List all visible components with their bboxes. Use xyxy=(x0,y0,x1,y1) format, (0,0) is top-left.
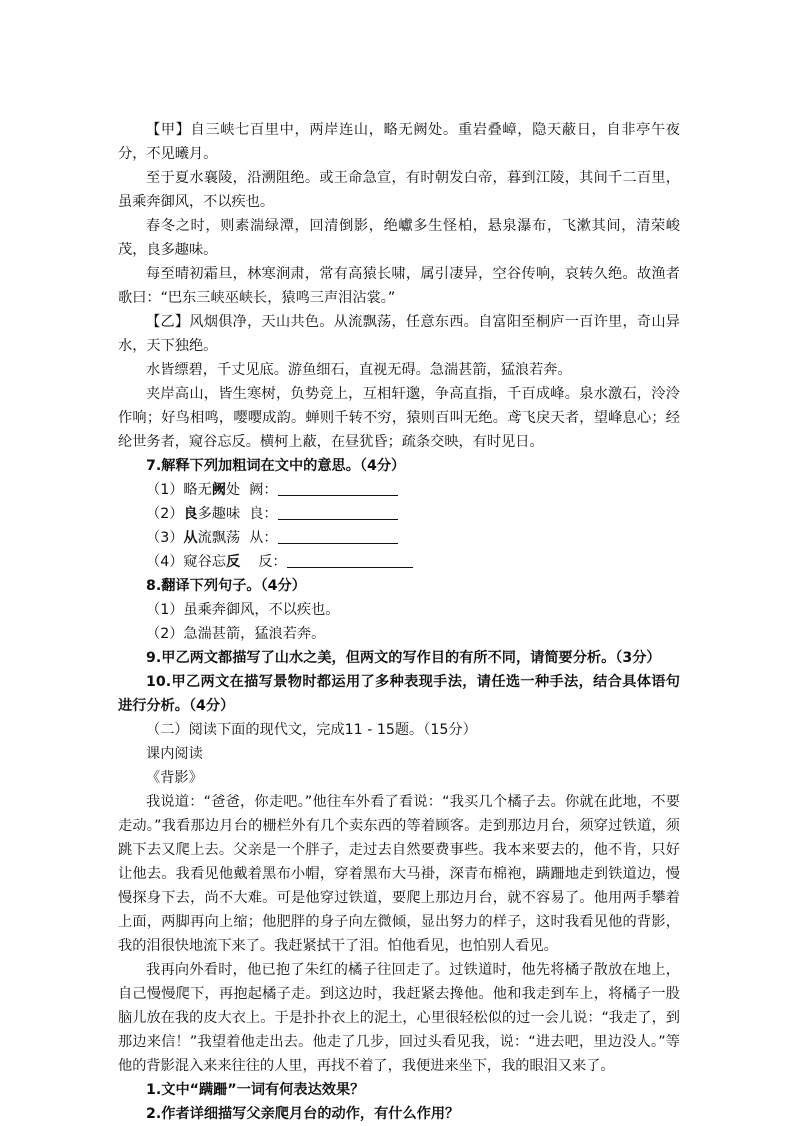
question-7-item-4 xyxy=(118,550,680,574)
item-text: 略无 xyxy=(183,482,212,498)
bold-word: 良 xyxy=(183,506,198,522)
question-7-item-3 xyxy=(118,526,680,550)
question-7-stem: 7.解释下列加粗词在文中的意思。（4分） xyxy=(146,458,406,474)
item-label: 反： xyxy=(258,554,287,570)
item-label: 阙： xyxy=(249,482,278,498)
item-number: （4） xyxy=(146,554,184,570)
bold-word: 从 xyxy=(183,530,198,546)
item-number: （1） xyxy=(146,482,184,498)
question-8-item-1: （1）虽乘奔御风，不以疾也。 xyxy=(146,602,340,618)
item-number: （3） xyxy=(146,530,184,546)
question-8-stem: 8.翻译下列句子。（4分） xyxy=(146,578,306,594)
item-text: 处 xyxy=(226,482,241,498)
passage-jia-p4: 每至晴初霜旦，林寒涧肃，常有高猿长啸，属引凄异，空谷传响，哀转久绝。故渔者歌曰：“巴东三峡巫峡长，猿鸣三声泪沾裳。” xyxy=(118,266,680,306)
question-7-item-1 xyxy=(118,478,680,502)
section-2-heading: （二）阅读下面的现代文，完成11 - 15题。（15分） xyxy=(146,722,477,738)
passage-yi-p2: 水皆缥碧，千丈见底。游鱼细石，直视无碍。急湍甚箭，猛浪若奔。 xyxy=(146,362,572,378)
in-class-reading-label: 课内阅读 xyxy=(146,746,203,762)
bold-word: 反 xyxy=(225,554,241,570)
item-number: （2） xyxy=(146,506,184,522)
question-8-item-2: （2）急湍甚箭，猛浪若奔。 xyxy=(146,626,326,642)
answer-blank[interactable] xyxy=(278,481,398,496)
beiying-p2: 我再向外看时，他已抱了朱红的橘子往回走了。过铁道时，他先将橘子散放在地上，自己慢慢爬下，再抱起橘子走。到这边时，我赶紧去搀他。他和我走到车上，将橘子一股脑儿放在我的皮大衣上。于是扑扑衣上的泥土，心里很轻松似的过一会儿说：“我走了，到那边来信！”我望着他走出去。他走了几步，回过头看见我，说：“进去吧，里边没人。”等他的背影混入来来往往的人里，再找不着了，我便进来坐下，我的眼泪又来了。 xyxy=(118,962,680,1074)
passage-jia-p2: 至于夏水襄陵，沿溯阻绝。或王命急宣，有时朝发白帝，暮到江陵，其间千二百里，虽乘奔御风，不以疾也。 xyxy=(118,170,680,210)
modern-question-2: 2.作者详细描写父亲爬月台的动作，有什么作用？ xyxy=(146,1106,460,1122)
beiying-p1: 我说道：“爸爸，你走吧。”他往车外看了看说：“我买几个橘子去。你就在此地，不要走动。”我看那边月台的栅栏外有几个卖东西的等着顾客。走到那边月台，须穿过铁道，须跳下去又爬上去。父亲是一个胖子，走过去自然要费事些。我本来要去的，他不肯，只好让他去。我看见他戴着黑布小帽，穿着黑布大马褂，深青布棉袍，蹒跚地走到铁道边，慢慢探身下去，尚不大难。可是他穿过铁道，要爬上那边月台，就不容易了。他用两手攀着上面，两脚再向上缩；他肥胖的身子向左微倾，显出努力的样子，这时我看见他的背影，我的泪很快地流下来了。我赶紧拭干了泪。怕他看见，也怕别人看见。 xyxy=(118,794,680,954)
passage-jia-p1: 【甲】自三峡七百里中，两岸连山，略无阙处。重岩叠嶂，隐天蔽日，自非亭午夜分，不见曦月。 xyxy=(118,122,680,162)
modern-question-1: 1.文中“蹒跚”一词有何表达效果？ xyxy=(146,1082,365,1098)
item-label: 从： xyxy=(249,530,278,546)
question-10: 10.甲乙两文在描写景物时都运用了多种表现手法，请任选一种手法，结合具体语句进行分析。（4分） xyxy=(118,674,680,714)
passage-jia-p3: 春冬之时，则素湍绿潭，回清倒影，绝巘多生怪柏，悬泉瀑布，飞漱其间，清荣峻茂，良多趣味。 xyxy=(118,218,680,258)
answer-blank[interactable] xyxy=(278,529,398,544)
passage-yi-p3: 夹岸高山，皆生寒树，负势竞上，互相轩邈，争高直指，千百成峰。泉水激石，泠泠作响；好鸟相鸣，嘤嘤成韵。蝉则千转不穷，猿则百叫无绝。鸢飞戾天者，望峰息心；经纶世务者，窥谷忘反。横柯上蔽，在昼犹昏；疏条交映，有时见日。 xyxy=(118,386,680,450)
item-text: 多趣味 xyxy=(197,506,241,522)
exam-content xyxy=(118,118,680,1126)
item-text: 流飘荡 xyxy=(197,530,241,546)
answer-blank[interactable] xyxy=(278,505,398,520)
passage-yi-p1: 【乙】风烟俱净，天山共色。从流飘荡，任意东西。自富阳至桐庐一百许里，奇山异水，天下独绝。 xyxy=(118,314,680,354)
question-7-item-2 xyxy=(118,502,680,526)
answer-blank[interactable] xyxy=(287,553,413,568)
question-9: 9.甲乙两文都描写了山水之美，但两文的写作目的有所不同，请简要分析。（3分） xyxy=(146,650,661,666)
item-label: 良： xyxy=(249,506,278,522)
bold-word: 阙 xyxy=(211,482,226,498)
item-text: 窥谷忘 xyxy=(183,554,226,570)
passage-title: 《背影》 xyxy=(146,770,203,786)
